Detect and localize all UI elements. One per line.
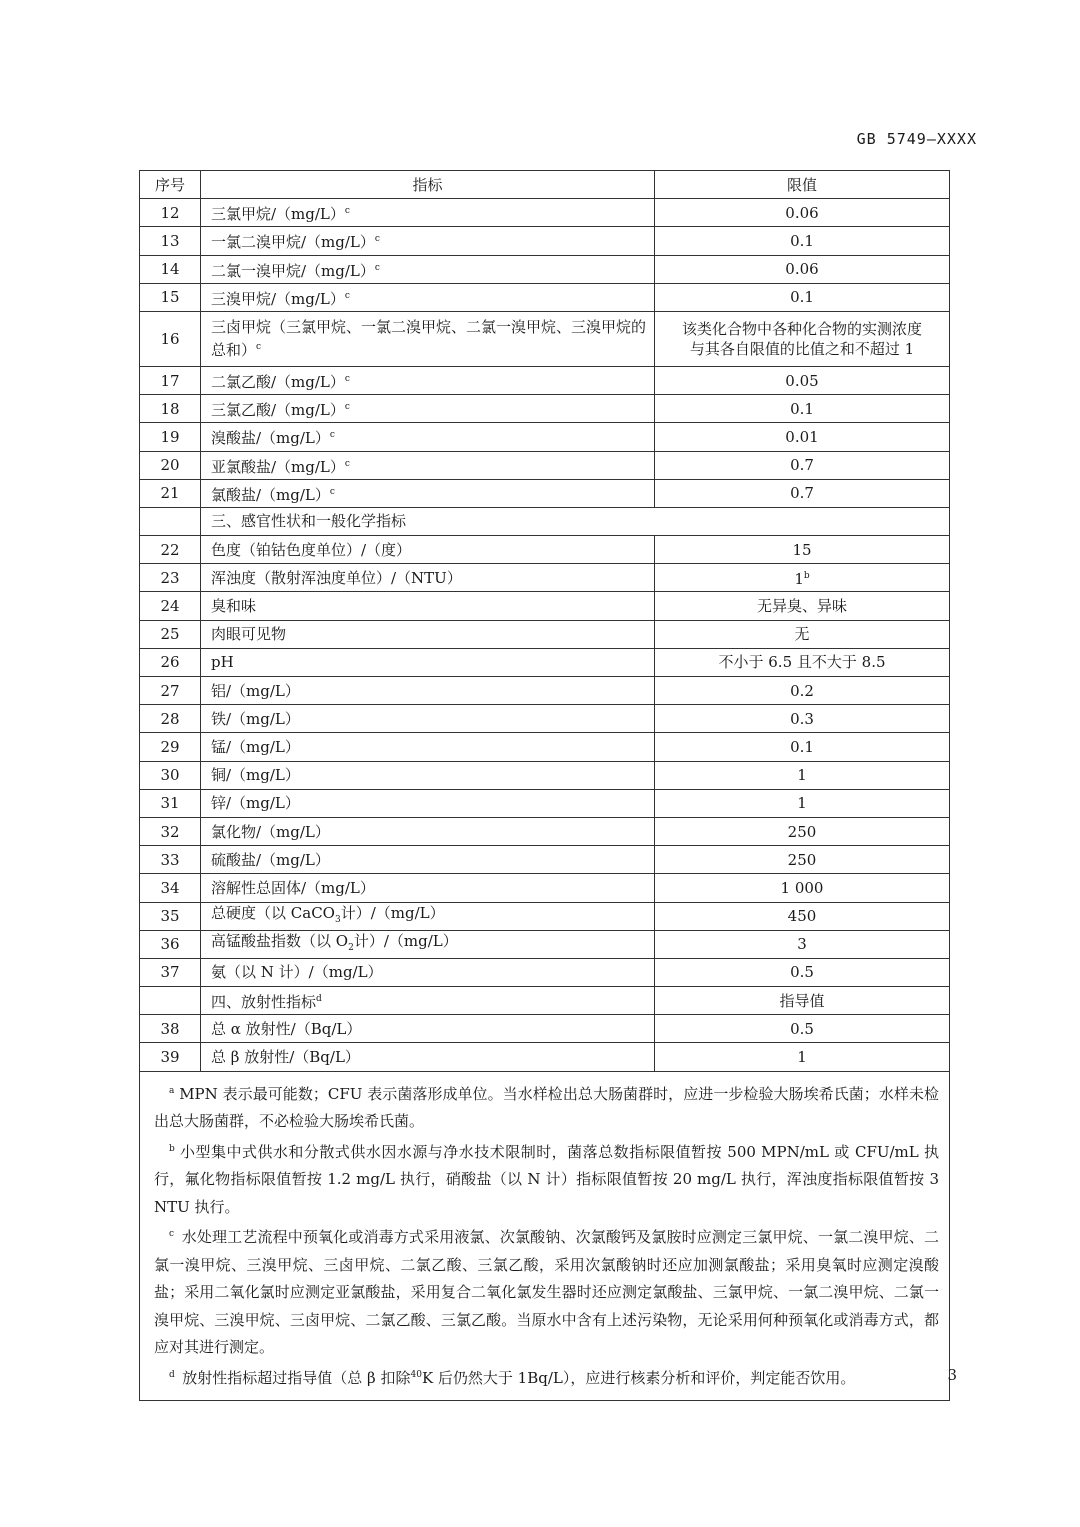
row-indicator [201, 592, 655, 620]
table-row [140, 227, 950, 255]
notes-row [140, 1071, 950, 1401]
limit-text: 0.01 [785, 427, 819, 446]
row-no: 24 [140, 592, 201, 620]
indicator-text: 总 β 放射性/（Bq/L） [211, 1048, 360, 1067]
row-no: 16 [140, 311, 201, 366]
row-indicator [201, 677, 655, 705]
subscript: 3 [334, 914, 341, 925]
indicator-text-suffix: 计）/（mg/L） [340, 903, 445, 922]
row-indicator [201, 789, 655, 817]
indicator-text: 高锰酸盐指数（以 O [211, 931, 349, 950]
row-limit [655, 620, 950, 648]
row-indicator [201, 227, 655, 255]
header-limit: 限值 [655, 171, 950, 199]
row-no: 37 [140, 958, 201, 986]
row-no: 19 [140, 423, 201, 451]
row-indicator [201, 874, 655, 902]
standard-code: GB 5749—XXXX [856, 130, 977, 148]
note-a-text: MPN 表示最可能数；CFU 表示菌落形成单位。当水样检出总大肠菌群时，应进一步检验大肠埃希氏菌；水样未检出总大肠菌群，不必检验大肠埃希氏菌。 [154, 1084, 939, 1131]
section-4-label: 四、放射性指标 [211, 993, 317, 1012]
limit-text: 0.1 [790, 288, 814, 307]
row-limit [655, 1043, 950, 1071]
row-no: 39 [140, 1043, 201, 1071]
footnote-mark: c [329, 486, 335, 497]
row-indicator [201, 536, 655, 564]
row-limit [655, 255, 950, 283]
row-no: 22 [140, 536, 201, 564]
header-no: 序号 [140, 171, 201, 199]
section-row [140, 987, 950, 1015]
indicator-text: 锌/（mg/L） [211, 794, 300, 813]
limit-text: 1 000 [780, 878, 824, 897]
indicator-text: 锰/（mg/L） [211, 737, 300, 756]
row-no: 15 [140, 283, 201, 311]
note-d [154, 1362, 939, 1393]
note-b [154, 1136, 939, 1222]
section-row [140, 507, 950, 535]
table-row [140, 564, 950, 592]
indicator-text: 总硬度（以 CaCO [211, 903, 335, 922]
row-no: 21 [140, 479, 201, 507]
indicator-text: 三氯乙酸/（mg/L） [211, 401, 345, 420]
footnote-mark: c [344, 374, 350, 385]
notes-cell [140, 1071, 950, 1401]
subscript: 2 [348, 942, 354, 953]
rows-35-37 [140, 902, 950, 1015]
note-c [154, 1221, 939, 1362]
footnote-mark: d [316, 994, 322, 1005]
row-indicator: 氨（以 N 计）/（mg/L） [201, 958, 655, 986]
section-4-title [201, 987, 655, 1015]
row-no: 30 [140, 761, 201, 789]
row-limit: 450 [655, 902, 950, 930]
table-row [140, 648, 950, 676]
row-indicator [201, 1015, 655, 1043]
limit-text: 0.3 [790, 709, 814, 728]
note-a-mark: a [169, 1085, 175, 1096]
table-row [140, 199, 950, 227]
table-row [140, 677, 950, 705]
row-indicator [201, 564, 655, 592]
limit-text: 0.06 [785, 260, 819, 279]
row-no: 31 [140, 789, 201, 817]
table-row [140, 366, 950, 394]
limit-text: 0.05 [785, 371, 819, 390]
row-indicator [201, 733, 655, 761]
note-a [154, 1078, 939, 1136]
indicator-text: 肉眼可见物 [211, 625, 287, 644]
footnote-mark: c [374, 262, 380, 273]
row-limit [655, 283, 950, 311]
row-limit [655, 817, 950, 845]
indicator-text: 二氯乙酸/（mg/L） [211, 373, 345, 392]
rows-group-c [140, 536, 950, 902]
note-d-mark: d [169, 1369, 175, 1380]
indicator-text: 臭和味 [211, 597, 257, 616]
row-no: 34 [140, 874, 201, 902]
footnote-mark: c [374, 234, 380, 245]
table-row [140, 817, 950, 845]
row-limit [655, 592, 950, 620]
limit-text: 1 [797, 794, 807, 813]
row-indicator [201, 1043, 655, 1071]
row-limit: 0.5 [655, 958, 950, 986]
row-no: 25 [140, 620, 201, 648]
indicator-text: 二氯一溴甲烷/（mg/L） [211, 261, 375, 280]
footnote-mark: c [344, 290, 350, 301]
row-limit [655, 648, 950, 676]
limit-text: 250 [787, 822, 817, 841]
row-indicator [201, 395, 655, 423]
table-row [140, 1043, 950, 1071]
notes-group [140, 1071, 950, 1401]
row-no: 23 [140, 564, 201, 592]
limit-text: 250 [787, 850, 817, 869]
row-no: 12 [140, 199, 201, 227]
indicator-text: 溴酸盐/（mg/L） [211, 429, 330, 448]
section-3-title: 三、感官性状和一般化学指标 [201, 507, 950, 535]
indicator-text: 三氯甲烷/（mg/L） [211, 205, 345, 224]
indicator-text-suffix: 计）/（mg/L） [353, 931, 458, 950]
table-row [140, 311, 950, 366]
limit-line-1: 该类化合物中各种化合物的实测浓度 [681, 319, 922, 338]
row-limit [655, 677, 950, 705]
indicator-text: 铁/（mg/L） [211, 709, 300, 728]
row-limit [655, 846, 950, 874]
indicator-text: 硫酸盐/（mg/L） [211, 850, 330, 869]
indicator-text: 亚氯酸盐/（mg/L） [211, 457, 345, 476]
table-row [140, 761, 950, 789]
table-row [140, 958, 950, 986]
note-c-text: 水处理工艺流程中预氧化或消毒方式采用液氯、次氯酸钠、次氯酸钙及氯胺时应测定三氯甲烷、一氯二溴甲烷、二氯一溴甲烷、三溴甲烷、三卤甲烷、二氯乙酸、三氯乙酸，采用次氯酸钠时还应加测氯酸盐；采用臭氧时应测定溴酸盐；采用二氧化氯时应测定亚氯酸盐，采用复合二氧化氯发生器时还应测定氯酸盐、三氯甲烷、一氯二溴甲烷、二氯一溴甲烷、三溴甲烷、三卤甲烷、二氯乙酸、三氯乙酸。当原水中含有上述污染物，无论采用何种预氧化或消毒方式，都应对其进行测定。 [154, 1228, 939, 1357]
table-row [140, 1015, 950, 1043]
row-limit [655, 227, 950, 255]
row-indicator [201, 311, 655, 366]
row-limit: 3 [655, 930, 950, 958]
indicator-text: 浑浊度（散射浑浊度单位）/（NTU） [211, 568, 462, 587]
row-indicator [201, 423, 655, 451]
limit-text: 1 [794, 570, 804, 589]
limit-text: 不小于 6.5 且不大于 8.5 [718, 653, 886, 672]
table-row [140, 536, 950, 564]
row-indicator [201, 902, 655, 930]
row-no: 13 [140, 227, 201, 255]
indicator-table [139, 170, 950, 1401]
indicator-text: pH [211, 653, 234, 672]
footnote-mark: c [344, 458, 350, 469]
limit-text: 0.06 [785, 203, 819, 222]
limit-text: 无异臭、异味 [756, 597, 847, 616]
row-indicator [201, 761, 655, 789]
indicator-text: 总 α 放射性/（Bq/L） [211, 1019, 362, 1038]
row-indicator [201, 705, 655, 733]
row-no: 36 [140, 930, 201, 958]
limit-text: 0.1 [790, 231, 814, 250]
row-limit [655, 1015, 950, 1043]
row-limit [655, 395, 950, 423]
indicator-text: 三溴甲烷/（mg/L） [211, 289, 345, 308]
row-limit [655, 874, 950, 902]
row-no: 32 [140, 817, 201, 845]
limit-text: 1 [797, 1048, 807, 1067]
row-limit [655, 564, 950, 592]
row-indicator [201, 255, 655, 283]
footnote-mark: c [256, 342, 262, 353]
row-indicator [201, 479, 655, 507]
row-limit [655, 479, 950, 507]
table-row [140, 283, 950, 311]
table-row [140, 451, 950, 479]
row-limit [655, 423, 950, 451]
row-no: 35 [140, 902, 201, 930]
limit-text: 1 [797, 766, 807, 785]
indicator-text: 氯酸盐/（mg/L） [211, 485, 330, 504]
table-row [140, 930, 950, 958]
rows-group-d [140, 1015, 950, 1071]
note-c-mark: c [169, 1229, 175, 1240]
limit-text: 无 [794, 625, 810, 644]
row-no: 33 [140, 846, 201, 874]
indicator-text: 铜/（mg/L） [211, 766, 300, 785]
table-row [140, 423, 950, 451]
footnote-mark: c [344, 206, 350, 217]
row-indicator [201, 648, 655, 676]
note-d-text: 放射性指标超过指导值（总 β 扣除 [182, 1368, 411, 1387]
row-no: 26 [140, 648, 201, 676]
row-no: 18 [140, 395, 201, 423]
section-no-empty [140, 987, 201, 1015]
section-3-group [140, 507, 950, 535]
note-b-text: 小型集中式供水和分散式供水因水源与净水技术限制时，菌落总数指标限值暂按 500 MPN/mL 或 CFU/mL 执行，氟化物指标限值暂按 1.2 mg/L 执行，硝酸盐（以 N 计）指标限值暂按 20 mg/L 执行，浑浊度指标限值暂按 3 NTU 执行。 [154, 1142, 939, 1216]
indicator-text: 溶解性总固体/（mg/L） [211, 878, 375, 897]
indicator-text: 氯化物/（mg/L） [211, 822, 330, 841]
row-16-group [140, 311, 950, 366]
row-no: 27 [140, 677, 201, 705]
row-indicator [201, 366, 655, 394]
limit-text: 15 [792, 540, 812, 559]
row-limit [655, 536, 950, 564]
row-limit [655, 733, 950, 761]
limit-text: 0.2 [790, 681, 814, 700]
table-row [140, 789, 950, 817]
footnote-mark: b [803, 571, 810, 582]
row-limit [655, 705, 950, 733]
row-no: 29 [140, 733, 201, 761]
indicator-text: 一氯二溴甲烷/（mg/L） [211, 233, 375, 252]
footnote-mark: c [329, 430, 335, 441]
footnote-mark: c [344, 402, 350, 413]
row-indicator [201, 817, 655, 845]
table-row [140, 874, 950, 902]
table-header-row [140, 171, 950, 199]
row-indicator [201, 451, 655, 479]
header-indicator: 指标 [201, 171, 655, 199]
limit-text: 0.7 [790, 484, 814, 503]
row-no: 20 [140, 451, 201, 479]
page-number: 3 [947, 1366, 957, 1384]
row-limit [655, 311, 950, 366]
row-indicator [201, 283, 655, 311]
indicator-text: 铝/（mg/L） [211, 681, 300, 700]
table-row [140, 255, 950, 283]
row-no: 14 [140, 255, 201, 283]
row-indicator [201, 930, 655, 958]
row-indicator [201, 199, 655, 227]
note-b-mark: b [169, 1143, 175, 1154]
row-limit [655, 366, 950, 394]
row-limit [655, 789, 950, 817]
row-indicator [201, 846, 655, 874]
rows-group-b [140, 366, 950, 507]
limit-text: 0.1 [790, 737, 814, 756]
limit-text: 0.7 [790, 456, 814, 475]
table-row [140, 479, 950, 507]
section-no-empty [140, 507, 201, 535]
table-row [140, 705, 950, 733]
indicator-text: 三卤甲烷（三氯甲烷、一氯二溴甲烷、二氯一溴甲烷、三溴甲烷的总和） [211, 318, 647, 360]
section-4-limit: 指导值 [655, 987, 950, 1015]
table-row [140, 395, 950, 423]
note-d-text-end: K 后仍然大于 1Bq/L），应进行核素分析和评价，判定能否饮用。 [421, 1368, 856, 1387]
indicator-text: 色度（铂钴色度单位）/（度） [211, 540, 412, 559]
row-limit [655, 451, 950, 479]
table-row [140, 902, 950, 930]
table-row [140, 846, 950, 874]
table-row [140, 592, 950, 620]
rows-group-a [140, 199, 950, 312]
limit-text: 0.1 [790, 399, 814, 418]
table-row [140, 733, 950, 761]
row-no: 17 [140, 366, 201, 394]
row-no: 28 [140, 705, 201, 733]
row-no: 38 [140, 1015, 201, 1043]
isotope-mass: 40 [410, 1369, 422, 1380]
row-indicator [201, 620, 655, 648]
table-row [140, 620, 950, 648]
limit-text: 0.5 [790, 1019, 814, 1038]
limit-line-2: 与其各自限值的比值之和不超过 1 [689, 339, 915, 358]
row-limit [655, 199, 950, 227]
row-limit [655, 761, 950, 789]
